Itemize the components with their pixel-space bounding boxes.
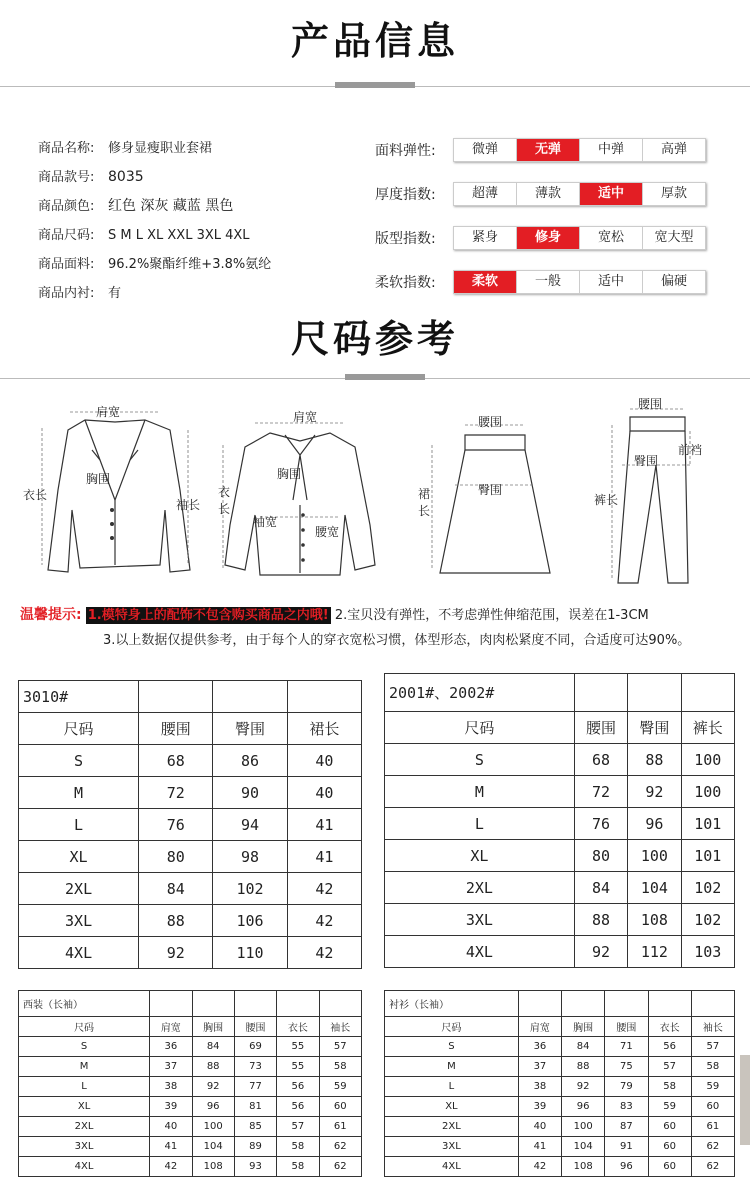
skirt-figure [410,405,570,585]
table-cell: 37 [150,1057,192,1077]
table-cell: 91 [605,1137,648,1157]
tip-3: 3.以上数据仅提供参考，由于每个人的穿衣宽松习惯，体型形态，肉肉松紧度不同，合适度可达90%。 [103,633,691,648]
table-cell: 68 [574,744,627,776]
table-cell: L [19,1077,150,1097]
table-empty-cell [691,991,734,1017]
table-code-row [19,681,362,713]
table-row [19,777,362,809]
table-cell: 57 [319,1037,361,1057]
table-cell: 59 [648,1097,691,1117]
table-row [19,905,362,937]
table-cell: 88 [628,744,681,776]
table-cell: S [19,745,139,777]
table-cell: XL [19,1097,150,1117]
table-row [19,1097,362,1117]
tip-1: 1.模特身上的配饰不包含购买商品之内哦! [87,608,329,623]
table-row [385,1077,735,1097]
table-cell: 2XL [19,873,139,905]
table-header-cell: 尺码 [19,1017,150,1037]
table-cell: 85 [234,1117,276,1137]
table-cell: 62 [691,1157,734,1177]
rating-label: 柔软指数: [375,275,436,291]
table-cell: 80 [574,840,627,872]
table-cell: 72 [139,777,213,809]
table-header-cell: 腰围 [139,713,213,745]
table-row [19,937,362,969]
table-cell: 62 [691,1137,734,1157]
rating-option-selected: 柔软 [454,271,517,293]
table-cell: 62 [319,1157,361,1177]
rating-options [453,226,706,250]
table-header-cell: 臀围 [213,713,287,745]
pants-length-label: 裤长 [594,493,619,507]
table-code: 西装（长袖） [19,991,150,1017]
table-header-cell: 衣长 [648,1017,691,1037]
product-info-title: 产品信息 [290,19,459,63]
table-row [19,1137,362,1157]
rating-option: 微弹 [454,139,517,161]
shirt-chest-label: 胸围 [277,467,302,481]
table-cell: 60 [648,1117,691,1137]
table-cell: XL [385,840,575,872]
rating-option: 一般 [517,271,580,293]
table-cell: 41 [150,1137,192,1157]
table-row [385,808,735,840]
table-header-cell: 胸围 [562,1017,605,1037]
table-cell: 40 [518,1117,561,1137]
table-empty-cell [213,681,287,713]
table-cell: 112 [628,936,681,968]
table-cell: 101 [681,808,734,840]
table-header-cell: 裙长 [287,713,361,745]
table-code-row [19,991,362,1017]
table-empty-cell [628,674,681,712]
skirt-length-label: 裙长 [418,487,431,518]
table-header-cell: 肩宽 [150,1017,192,1037]
table-empty-cell [287,681,361,713]
table-cell: 88 [562,1057,605,1077]
table-row [385,744,735,776]
table-cell: 42 [287,905,361,937]
table-cell: 57 [691,1037,734,1057]
table-header-cell: 尺码 [385,1017,519,1037]
rating-option-selected: 无弹 [517,139,580,161]
table-cell: 98 [213,841,287,873]
shirt-length-label: 衣长 [218,485,231,516]
table-cell: 56 [648,1037,691,1057]
table-row [385,1157,735,1177]
jacket-chest-label: 胸围 [86,472,111,486]
table-cell: 93 [234,1157,276,1177]
rating-row [375,260,706,304]
table-empty-cell [277,991,319,1017]
info-row-fabric: 商品面料: 96.2%聚酯纤维+3.8%氨纶 [38,257,272,272]
pants-hip-label: 臀围 [634,454,659,468]
jacket-shoulder-label: 肩宽 [96,405,121,419]
rating-option: 高弹 [660,142,687,157]
table-cell: 39 [150,1097,192,1117]
table-header-cell: 胸围 [192,1017,234,1037]
table-row [19,809,362,841]
rating-options [453,138,706,162]
table-cell: 59 [319,1077,361,1097]
table-cell: 57 [648,1057,691,1077]
table-cell: 41 [518,1137,561,1157]
table-row [385,904,735,936]
table-cell: 104 [562,1137,605,1157]
table-cell: 4XL [19,937,139,969]
table-cell: M [19,1057,150,1077]
table-header-cell: 尺码 [385,712,575,744]
table-empty-cell [234,991,276,1017]
table-cell: 92 [562,1077,605,1097]
table-cell: 39 [518,1097,561,1117]
skirt-hip-label: 臀围 [478,483,503,497]
table-header-cell: 衣长 [277,1017,319,1037]
table-cell: 84 [192,1037,234,1057]
skirt-size-table [18,680,362,969]
jacket-sleeve-label: 袖长 [176,498,201,512]
info-row-size: 商品尺码: S M L XL XXL 3XL 4XL [38,228,250,243]
table-cell: 84 [139,873,213,905]
table-row [385,1117,735,1137]
table-header-cell: 尺码 [19,713,139,745]
size-reference-title: 尺码参考 [290,317,459,361]
table-cell: 61 [319,1117,361,1137]
table-cell: 108 [628,904,681,936]
table-header-cell: 腰围 [574,712,627,744]
rating-option: 偏硬 [660,274,687,289]
table-cell: 3XL [19,1137,150,1157]
table-code: 2001#、2002# [385,674,575,712]
table-cell: 41 [287,841,361,873]
table-row [19,1077,362,1097]
table-cell: 57 [277,1117,319,1137]
table-cell: 110 [213,937,287,969]
table-cell: 60 [648,1157,691,1177]
table-cell: 38 [150,1077,192,1097]
table-code: 3010# [19,681,139,713]
table-cell: 79 [605,1077,648,1097]
table-cell: 56 [277,1097,319,1117]
table-cell: 42 [287,873,361,905]
table-cell: S [385,744,575,776]
table-cell: 59 [691,1077,734,1097]
size-underline-bar [345,374,425,380]
table-cell: 36 [518,1037,561,1057]
rating-option-selected: 适中 [580,183,643,205]
table-cell: 75 [605,1057,648,1077]
table-cell: 58 [319,1057,361,1077]
table-cell: 69 [234,1037,276,1057]
table-cell: 86 [213,745,287,777]
table-cell: 96 [605,1157,648,1177]
table-cell: 71 [605,1037,648,1057]
table-cell: 101 [681,840,734,872]
rating-option: 厚款 [660,186,687,201]
table-cell: 60 [319,1097,361,1117]
table-cell: 42 [150,1157,192,1177]
rating-option: 超薄 [454,183,517,205]
table-cell: 96 [192,1097,234,1117]
table-cell: 58 [648,1077,691,1097]
shirt-waist-label: 腰宽 [315,525,340,539]
table-empty-cell [562,991,605,1017]
rating-option: 宽松 [580,227,643,249]
tips-line-1 [20,604,649,624]
table-cell: 55 [277,1037,319,1057]
shirt-figure [215,405,385,590]
rating-row [375,216,706,260]
table-cell: 94 [213,809,287,841]
table-row [19,1117,362,1137]
table-cell: 100 [628,840,681,872]
table-cell: 2XL [385,872,575,904]
table-empty-cell [150,991,192,1017]
table-cell: 38 [518,1077,561,1097]
table-cell: 84 [562,1037,605,1057]
table-cell: 56 [277,1077,319,1097]
table-empty-cell [605,991,648,1017]
shirt-outline-icon [215,405,385,590]
table-cell: S [385,1037,519,1057]
table-cell: XL [385,1097,519,1117]
product-info-list [38,134,271,308]
info-row-style: 商品款号: 8035 [38,169,144,185]
rating-option-selected: 修身 [517,227,580,249]
jacket-outline-icon [20,400,210,590]
table-cell: 58 [277,1137,319,1157]
table-row [385,1057,735,1077]
table-cell: 4XL [385,1157,519,1177]
table-empty-cell [518,991,561,1017]
pants-size-table [384,673,735,968]
table-header-cell: 腰围 [234,1017,276,1037]
shirt-sleeve-width-label: 袖宽 [253,515,278,529]
table-cell: 102 [681,904,734,936]
table-cell: 73 [234,1057,276,1077]
shirt-shoulder-label: 肩宽 [293,410,318,424]
pants-waist-label: 腰围 [638,397,663,411]
table-cell: 3XL [385,904,575,936]
table-row [19,841,362,873]
table-cell: 68 [139,745,213,777]
table-header-row [19,1017,362,1037]
table-cell: 4XL [385,936,575,968]
rating-options [453,182,706,206]
title-underline-bar [335,82,415,88]
rating-label: 面料弹性: [375,143,436,159]
table-header-row [385,1017,735,1037]
table-row [385,1137,735,1157]
table-cell: 103 [681,936,734,968]
table-cell: 41 [287,809,361,841]
table-cell: 96 [628,808,681,840]
table-row [19,1057,362,1077]
table-row [385,1097,735,1117]
table-cell: 61 [691,1117,734,1137]
table-cell: 4XL [19,1157,150,1177]
table-code: 衬衫（长袖） [385,991,519,1017]
rating-option: 紧身 [454,227,517,249]
table-cell: 87 [605,1117,648,1137]
table-row [385,776,735,808]
skirt-waist-label: 腰围 [478,415,503,429]
rating-option: 中弹 [580,139,643,161]
table-cell: 88 [139,905,213,937]
table-empty-cell [192,991,234,1017]
table-cell: L [19,809,139,841]
table-empty-cell [681,674,734,712]
table-cell: 100 [681,776,734,808]
table-cell: XL [19,841,139,873]
table-empty-cell [139,681,213,713]
shirt-size-table [384,990,735,1177]
table-cell: 58 [277,1157,319,1177]
table-cell: 88 [192,1057,234,1077]
table-cell: 36 [150,1037,192,1057]
info-row-name: 商品名称: 修身显瘦职业套裙 [38,141,213,156]
table-header-cell: 袖长 [319,1017,361,1037]
rating-label: 版型指数: [375,231,436,247]
table-cell: 2XL [385,1117,519,1137]
table-cell: 90 [213,777,287,809]
rating-option: 适中 [580,271,643,293]
table-cell: L [385,808,575,840]
table-cell: 106 [213,905,287,937]
table-row [19,873,362,905]
table-cell: 83 [605,1097,648,1117]
table-cell: M [19,777,139,809]
info-row-lining: 商品内衬: 有 [38,286,122,301]
table-empty-cell [319,991,361,1017]
rating-panel [375,128,706,304]
table-cell: 60 [648,1137,691,1157]
table-cell: 58 [691,1057,734,1077]
table-empty-cell [648,991,691,1017]
table-row [19,745,362,777]
table-header-cell: 袖长 [691,1017,734,1037]
table-code-row [385,674,735,712]
table-code-row [385,991,735,1017]
table-cell: S [19,1037,150,1057]
tip-2: 2.宝贝没有弹性，不考虑弹性伸缩范围，误差在1-3CM [334,608,649,623]
table-cell: 89 [234,1137,276,1157]
table-cell: 72 [574,776,627,808]
jacket-length-label: 衣长 [23,488,48,502]
table-cell: 92 [574,936,627,968]
table-cell: 88 [574,904,627,936]
table-cell: 77 [234,1077,276,1097]
table-header-row [385,712,735,744]
table-cell: 3XL [385,1137,519,1157]
table-cell: 102 [681,872,734,904]
table-cell: L [385,1077,519,1097]
rating-row [375,128,706,172]
suit-size-table [18,990,362,1177]
table-cell: 81 [234,1097,276,1117]
table-cell: 80 [139,841,213,873]
table-cell: 37 [518,1057,561,1077]
table-cell: 96 [562,1097,605,1117]
table-cell: 40 [287,777,361,809]
rating-label: 厚度指数: [375,187,436,203]
jacket-figure [20,400,210,590]
table-cell: 100 [681,744,734,776]
table-cell: M [385,1057,519,1077]
table-cell: 104 [628,872,681,904]
table-cell: 40 [287,745,361,777]
table-cell: 62 [319,1137,361,1157]
table-cell: 84 [574,872,627,904]
table-cell: 92 [192,1077,234,1097]
table-cell: 102 [213,873,287,905]
table-cell: 55 [277,1057,319,1077]
rating-option: 薄款 [517,183,580,205]
cropped-photo-edge [740,1055,750,1145]
table-cell: 104 [192,1137,234,1157]
table-cell: 60 [691,1097,734,1117]
pants-front-rise-label: 前裆 [678,443,703,457]
rating-option: 宽大型 [654,230,694,245]
table-header-cell: 裤长 [681,712,734,744]
table-row [385,872,735,904]
table-row [385,1037,735,1057]
table-cell: 100 [562,1117,605,1137]
table-header-cell: 肩宽 [518,1017,561,1037]
table-row [19,1037,362,1057]
table-row [385,936,735,968]
rating-row [375,172,706,216]
rating-options [453,270,706,294]
table-cell: 108 [562,1157,605,1177]
table-header-cell: 腰围 [605,1017,648,1037]
table-cell: 76 [139,809,213,841]
table-cell: 3XL [19,905,139,937]
table-cell: 100 [192,1117,234,1137]
table-cell: 92 [628,776,681,808]
tips-heading: 温馨提示: [20,607,82,623]
table-cell: 40 [150,1117,192,1137]
table-empty-cell [574,674,627,712]
table-cell: M [385,776,575,808]
table-header-cell: 臀围 [628,712,681,744]
table-cell: 42 [287,937,361,969]
table-cell: 108 [192,1157,234,1177]
table-cell: 92 [139,937,213,969]
table-header-row [19,713,362,745]
table-cell: 76 [574,808,627,840]
table-cell: 2XL [19,1117,150,1137]
table-row [19,1157,362,1177]
table-row [385,840,735,872]
info-row-color: 商品颜色: 红色 深灰 藏蓝 黑色 [38,198,234,214]
pants-figure [590,395,740,590]
table-cell: 42 [518,1157,561,1177]
